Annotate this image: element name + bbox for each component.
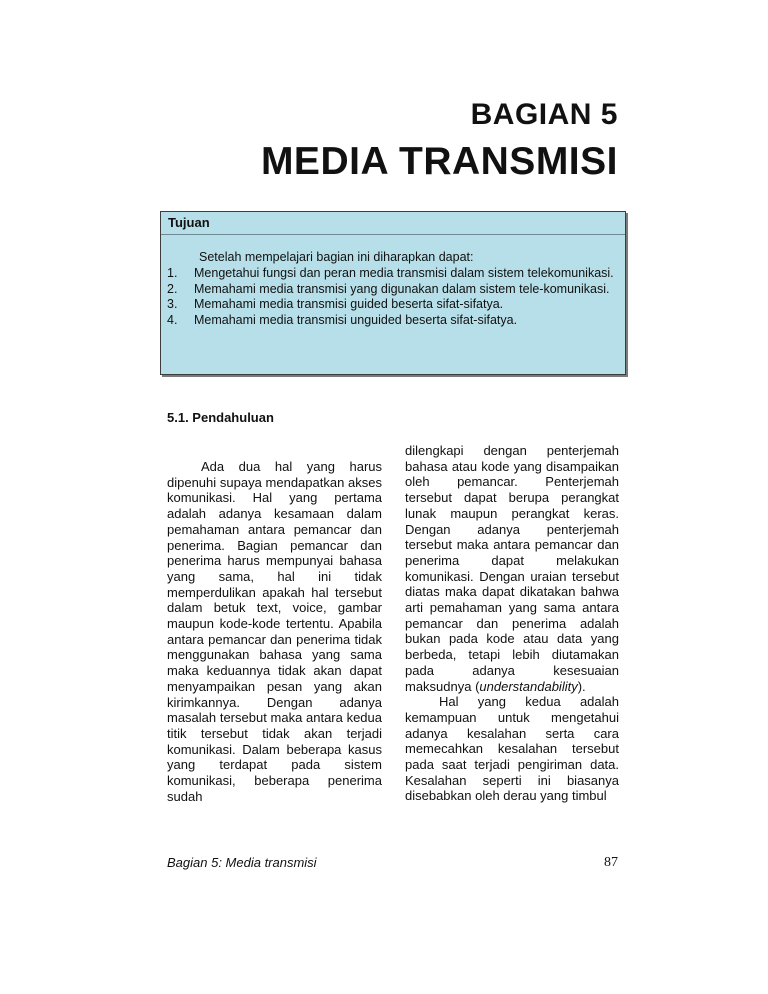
- objective-number: 1.: [167, 266, 178, 280]
- objective-text: Memahami media transmisi unguided beserta sifat-sifatya.: [194, 312, 518, 327]
- objective-number: 4.: [167, 312, 178, 327]
- objective-item: [167, 282, 618, 298]
- objective-item: [167, 297, 618, 313]
- objectives-divider: [161, 234, 625, 235]
- objective-text: Memahami media transmisi guided beserta sifat-sifatya.: [194, 297, 504, 311]
- body-paragraph: [405, 443, 619, 694]
- objective-number: 3.: [167, 297, 178, 311]
- body-paragraph: Hal yang kedua adalah kemampuan untuk mengetahui adanya kesalahan serta cara memecahkan kesalahan tersebut pada saat terjadi pengiriman data. Kesalahan seperti ini biasanya disebabkan oleh derau yang timbul: [405, 694, 619, 804]
- chapter-label: BAGIAN 5: [470, 98, 618, 131]
- objectives-box: [160, 211, 626, 375]
- objective-item: [167, 266, 618, 282]
- chapter-title: MEDIA TRANSMISI: [260, 140, 618, 183]
- right-column: [405, 443, 619, 804]
- body-text: dilengkapi dengan penterjemah bahasa atau kode yang disampaikan oleh pemancar. Penterjemah tersebut dapat berupa perangkat lunak maupun perangkat keras. Dengan adanya penterjemah tersebut maka antara pemancar dan penerima dapat melakukan komunikasi. Dengan uraian tersebut diatas maka dapat dikatakan bahwa arti pemahaman yang sama antara pemancar dan penerima adalah bukan pada kode atau data yang berbeda, tetapi lebih diutamakan pada adanya kesesuaian maksudnya (: [405, 443, 619, 694]
- body-text: ).: [577, 678, 586, 694]
- page-number: 87: [604, 855, 618, 870]
- objective-item: [167, 313, 618, 329]
- objective-number: 2.: [167, 281, 178, 296]
- body-paragraph: Ada dua hal yang harus dipenuhi supaya mendapatkan akses komunikasi. Hal yang pertama adalah adanya kesamaan dalam pemahaman antara pemancar dan penerima. Bagian pemancar dan penerima harus mempunyai bahasa yang sama, hal ini tidak memperdulikan apakah hal tersebut dalam betuk text, voice, gambar maupun kode-kode tertentu. Apabila antara pemancar dan penerima tidak menggunakan bahasa yang sama maka keduannya tidak akan dapat menyampaikan pesan yang akan kirimkannya. Dengan adanya masalah tersebut maka antara kedua titik tersebut tidak akan terjadi komunikasi. Dalam beberapa kasus yang terdapat pada sistem komunikasi, beberapa penerima sudah: [167, 459, 382, 804]
- section-heading: 5.1. Pendahuluan: [167, 410, 274, 425]
- body-text-italic: understandability: [479, 678, 578, 694]
- left-column: [167, 459, 382, 804]
- objective-text: Mengetahui fungsi dan peran media transmisi dalam sistem telekomunikasi.: [194, 266, 614, 280]
- objectives-intro: Setelah mempelajari bagian ini diharapkan dapat:: [199, 250, 474, 264]
- objective-text: Memahami media transmisi yang digunakan dalam sistem tele-komunikasi.: [194, 281, 610, 296]
- footer-title: Bagian 5: Media transmisi: [167, 855, 317, 870]
- objectives-list: [167, 266, 618, 328]
- objectives-title: Tujuan: [168, 215, 210, 230]
